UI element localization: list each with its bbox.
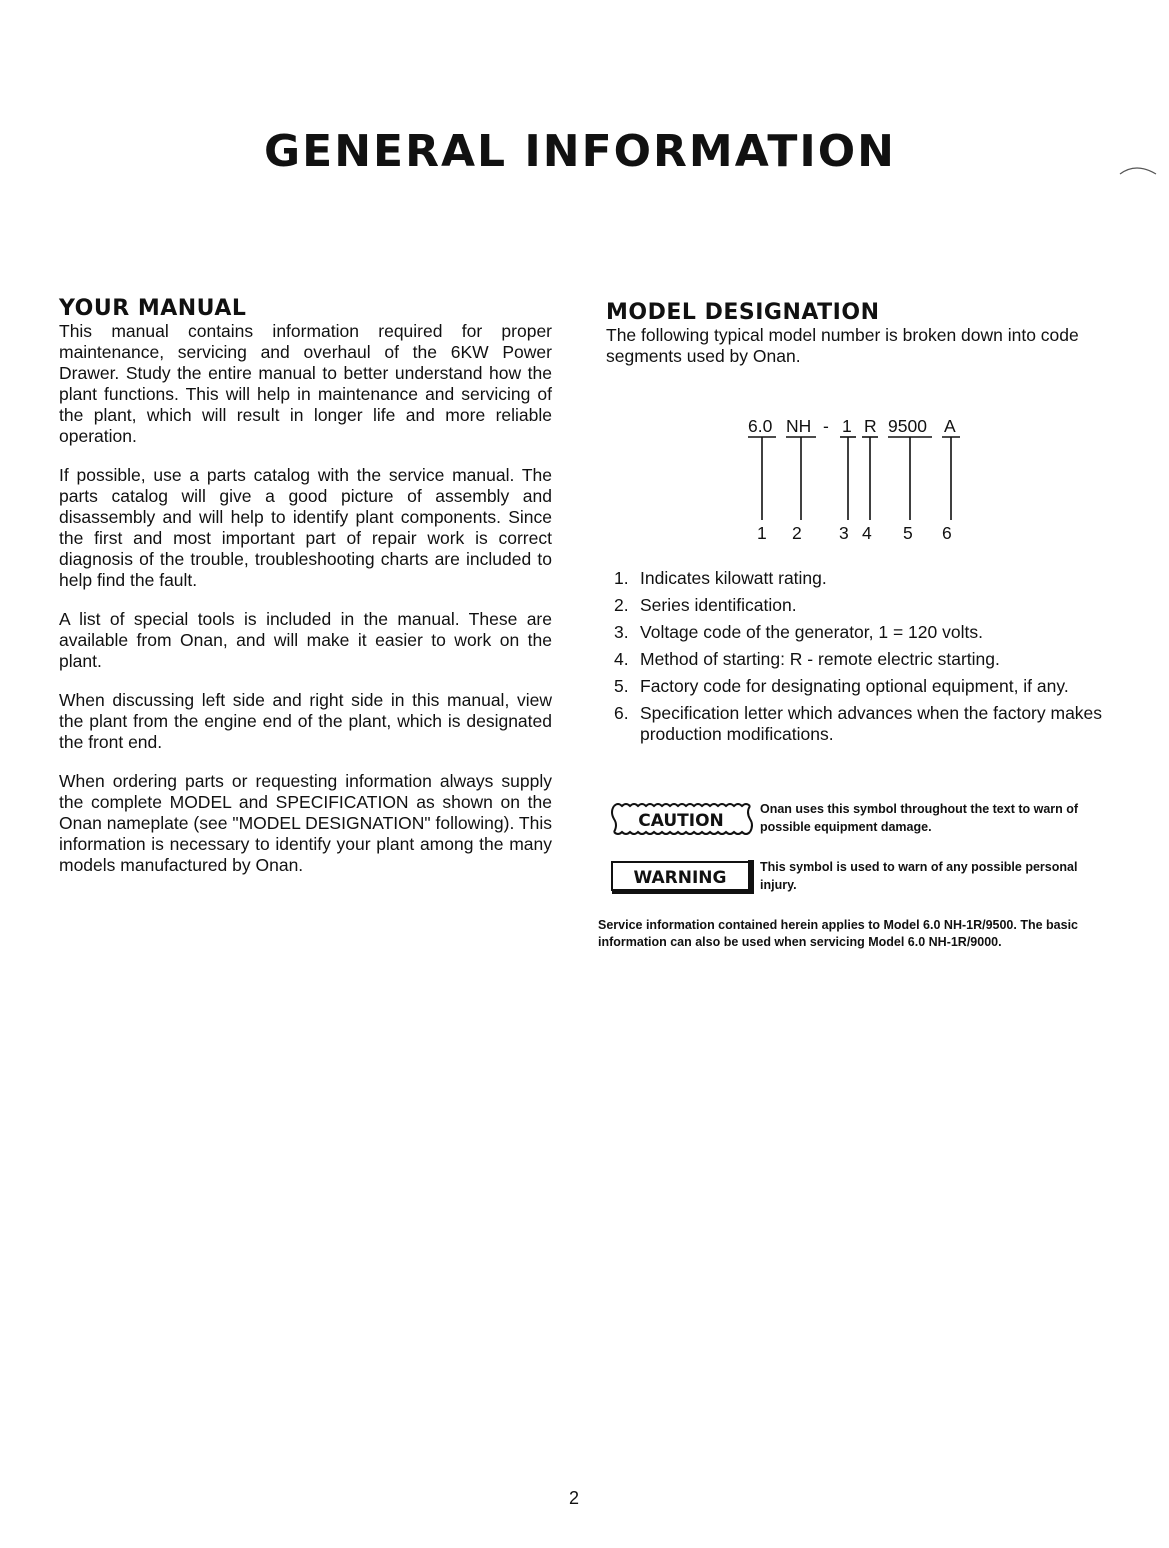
warning-symbol (610, 858, 756, 896)
caution-description: Onan uses this symbol throughout the text to warn of possible equipment damage. (760, 802, 1079, 834)
corner-mark (1118, 160, 1158, 180)
segment-number: 4 (862, 523, 872, 543)
model-designation-section (606, 300, 1106, 367)
segment-number: 3 (839, 523, 849, 543)
list-item: 4. Method of starting: R - remote electric starting. (614, 649, 1000, 669)
model-segment: A (944, 416, 956, 436)
warning-symbol-row (610, 858, 1110, 902)
caution-symbol-row (610, 800, 1110, 844)
your-manual-paragraph: If possible, use a parts catalog with the service manual. The parts catalog will give a good picture of assembly and disassembly and will help to identify plant components. Since the first and most important part of repair work is correct diagnosis of the trouble, troubleshooting charts are included to help find the fault. (59, 465, 552, 590)
caution-symbol (610, 800, 756, 838)
model-code-list (614, 568, 1104, 751)
your-manual-section (59, 296, 552, 894)
model-segment: R (864, 416, 877, 436)
model-number-diagram (740, 412, 970, 544)
segment-number: 6 (942, 523, 952, 543)
your-manual-heading: YOUR MANUAL (59, 296, 247, 321)
list-item: 2. Series identification. (614, 595, 797, 615)
list-item: 3. Voltage code of the generator, 1 = 120 volts. (614, 622, 983, 642)
your-manual-paragraph: When discussing left side and right side in this manual, view the plant from the engine end of the plant, which is designated the front end. (59, 690, 552, 752)
model-segment: NH (786, 416, 812, 436)
model-segment: 1 (842, 416, 852, 436)
list-item: 5. Factory code for designating optional equipment, if any. (614, 676, 1069, 696)
model-segment: 9500 (888, 416, 927, 436)
list-item: 6. Specification letter which advances when the factory makes production modifications. (614, 703, 1103, 744)
model-segment: - (823, 416, 829, 436)
segment-number: 5 (903, 523, 913, 543)
segment-number: 1 (757, 523, 767, 543)
caution-label: CAUTION (638, 811, 724, 831)
your-manual-paragraph: When ordering parts or requesting information always supply the complete MODEL and SPECIFICATION as shown on the Onan nameplate (see "MODEL DESIGNATION" following). This information is necessary to identify your plant among the many models manufactured by Onan. (59, 771, 552, 875)
model-segment: 6.0 (748, 416, 773, 436)
model-designation-heading: MODEL DESIGNATION (606, 300, 880, 325)
model-designation-intro: The following typical model number is broken down into code segments used by Onan. (606, 325, 1079, 366)
your-manual-paragraph: A list of special tools is included in the manual. These are available from Onan, and will make it easier to work on the plant. (59, 609, 552, 671)
list-item: 1. Indicates kilowatt rating. (614, 568, 827, 588)
your-manual-paragraph: This manual contains information required for proper maintenance, servicing and overhaul of the 6KW Power Drawer. Study the entire manual to better understand how the plant functions. This will help in maintenance and servicing of the plant, which will result in longer life and more reliable operation. (59, 321, 552, 446)
warning-description: This symbol is used to warn of any possible personal injury. (760, 860, 1078, 892)
service-note: Service information contained herein applies to Model 6.0 NH-1R/9500. The basic information can also be used when servicing Model 6.0 NH-1R/9000. (598, 918, 1078, 949)
segment-number: 2 (792, 523, 802, 543)
segment-leaders (748, 437, 960, 520)
warning-label: WARNING (633, 868, 727, 888)
page-title: GENERAL INFORMATION (264, 126, 896, 177)
page-number: 2 (568, 1488, 579, 1508)
